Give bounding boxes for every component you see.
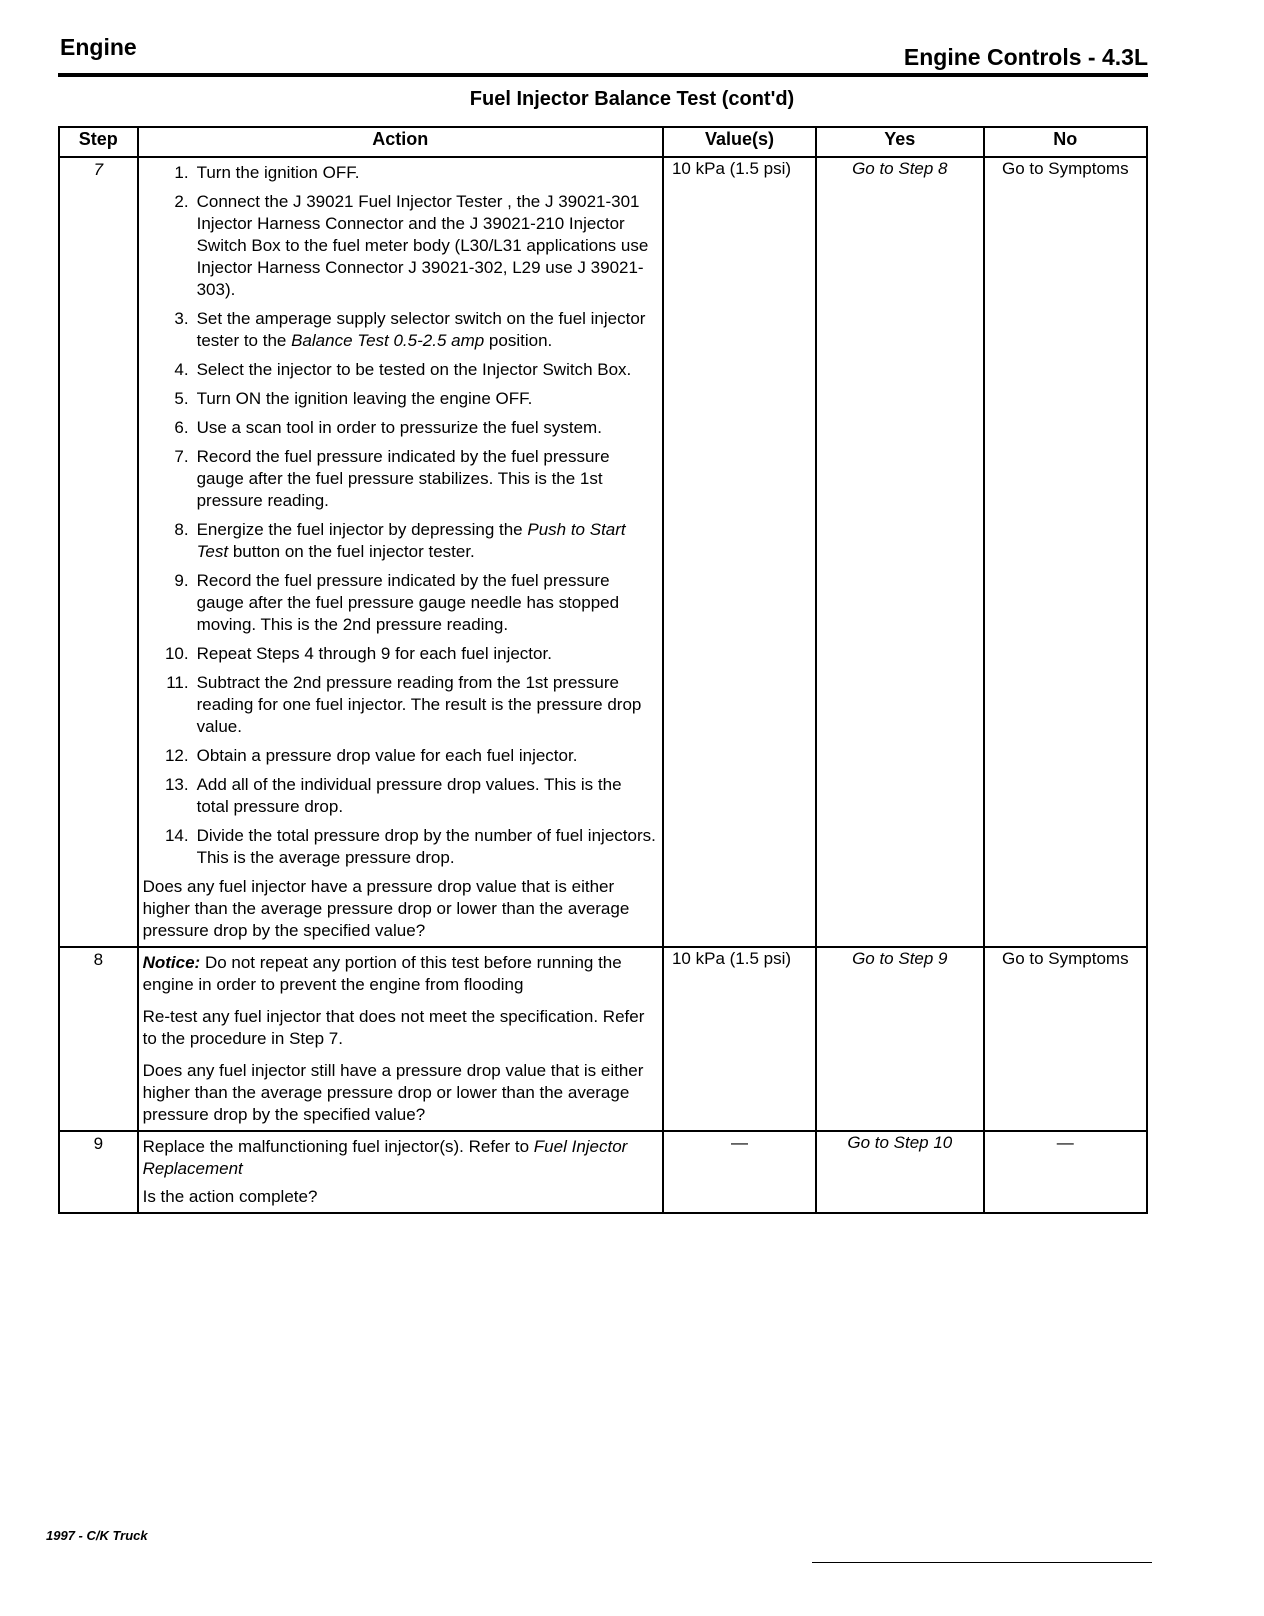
yes-result: Go to Step 9 bbox=[816, 947, 984, 1131]
list-item-segment: Record the fuel pressure indicated by the fuel pressure gauge after the fuel pressure gauge needle has stopped moving. This is the 2nd pressure reading. bbox=[196, 571, 620, 634]
list-item-text bbox=[197, 417, 656, 439]
replace-text: Replace the malfunctioning fuel injector(s). Refer to bbox=[142, 1137, 534, 1156]
header-rule bbox=[58, 73, 1148, 77]
list-item-number: 6. bbox=[174, 418, 189, 437]
list-item bbox=[143, 308, 656, 352]
diagnostic-table bbox=[58, 126, 1148, 1214]
header-values: Value(s) bbox=[663, 127, 816, 157]
list-item bbox=[143, 745, 656, 767]
list-item-number: 8. bbox=[174, 520, 189, 539]
header-section-engine: Engine bbox=[60, 34, 137, 60]
notice-text: Do not repeat any portion of this test before running the engine in order to prevent the engine from flooding bbox=[142, 953, 622, 994]
list-item bbox=[143, 643, 656, 665]
step-number: 9 bbox=[59, 1131, 138, 1213]
list-item-segment: Add all of the individual pressure drop values. This is the total pressure drop. bbox=[196, 775, 622, 816]
list-item-segment: Divide the total pressure drop by the number of fuel injectors. This is the average pressure drop. bbox=[196, 826, 656, 867]
list-item-text bbox=[197, 519, 656, 563]
list-item-reference: Balance Test 0.5-2.5 amp bbox=[291, 331, 485, 350]
list-item-number: 2. bbox=[174, 192, 189, 211]
list-item-segment: Set the amperage supply selector switch on the fuel injector tester to the bbox=[196, 309, 646, 350]
list-item-text bbox=[197, 191, 656, 301]
list-item bbox=[143, 672, 656, 738]
step-action bbox=[138, 1131, 663, 1213]
no-result: Go to Symptoms bbox=[984, 157, 1147, 947]
step-value: 10 kPa (1.5 psi) bbox=[663, 947, 816, 1131]
list-item-reference: Push to Start Test bbox=[196, 520, 626, 561]
list-item-number: 3. bbox=[174, 309, 189, 328]
header-step: Step bbox=[59, 127, 138, 157]
list-item-segment: position. bbox=[484, 331, 553, 350]
replace-instruction bbox=[143, 1136, 656, 1180]
list-item-text bbox=[197, 825, 656, 869]
list-item-text bbox=[197, 308, 656, 352]
list-item bbox=[143, 388, 656, 410]
list-item-text bbox=[197, 446, 656, 512]
list-item-number: 9. bbox=[174, 571, 189, 590]
list-item-number: 4. bbox=[174, 360, 189, 379]
list-item-number: 11. bbox=[166, 673, 189, 692]
list-item bbox=[143, 162, 656, 184]
list-item-text bbox=[197, 672, 656, 738]
footer-model: 1997 - C/K Truck bbox=[46, 1528, 148, 1543]
step-number: 7 bbox=[59, 157, 138, 947]
header-no: No bbox=[984, 127, 1147, 157]
list-item bbox=[143, 417, 656, 439]
list-item-text bbox=[197, 570, 656, 636]
list-item bbox=[143, 570, 656, 636]
header-yes: Yes bbox=[816, 127, 984, 157]
list-item-segment: button on the fuel injector tester. bbox=[228, 542, 475, 561]
list-item-text bbox=[197, 774, 656, 818]
footer-rule bbox=[812, 1562, 1152, 1563]
list-item-number: 1. bbox=[174, 163, 189, 182]
step-number: 8 bbox=[59, 947, 138, 1131]
no-result: — bbox=[984, 1131, 1147, 1213]
list-item bbox=[143, 825, 656, 869]
action-list bbox=[143, 162, 656, 869]
table-row-step-8 bbox=[59, 947, 1147, 1131]
list-item-segment: Use a scan tool in order to pressurize the fuel system. bbox=[196, 418, 602, 437]
list-item bbox=[143, 774, 656, 818]
step-action bbox=[138, 157, 663, 947]
list-item-segment: Select the injector to be tested on the Injector Switch Box. bbox=[196, 360, 632, 379]
list-item-segment: Turn the ignition OFF. bbox=[196, 163, 360, 182]
list-item bbox=[143, 446, 656, 512]
table-row-step-7 bbox=[59, 157, 1147, 947]
yes-result: Go to Step 10 bbox=[816, 1131, 984, 1213]
notice bbox=[143, 952, 656, 996]
list-item-segment: Obtain a pressure drop value for each fuel injector. bbox=[196, 746, 578, 765]
list-item-number: 14. bbox=[164, 826, 189, 845]
step-value: — bbox=[663, 1131, 816, 1213]
table-row-step-9 bbox=[59, 1131, 1147, 1213]
list-item-number: 13. bbox=[164, 775, 189, 794]
list-item-text bbox=[197, 359, 656, 381]
list-item bbox=[143, 359, 656, 381]
list-item-segment: Record the fuel pressure indicated by the fuel pressure gauge after the fuel pressure stabilizes. This is the 1st pressure reading. bbox=[196, 447, 610, 510]
header-section-title: Engine Controls - 4.3L bbox=[903, 44, 1148, 70]
list-item-segment: Repeat Steps 4 through 9 for each fuel injector. bbox=[196, 644, 552, 663]
step-question: Does any fuel injector still have a pressure drop value that is either higher than the average pressure drop or lower than the average pressure drop by the specified value? bbox=[142, 1061, 644, 1124]
notice-label: Notice: bbox=[142, 953, 201, 972]
list-item-number: 7. bbox=[174, 447, 189, 466]
list-item-text bbox=[197, 745, 656, 767]
table-header-row bbox=[59, 127, 1147, 157]
no-result: Go to Symptoms bbox=[984, 947, 1147, 1131]
header-action: Action bbox=[138, 127, 663, 157]
list-item-text bbox=[197, 643, 656, 665]
list-item-number: 10. bbox=[164, 644, 189, 663]
list-item-text bbox=[197, 162, 656, 184]
replace-reference: Fuel Injector Replacement bbox=[142, 1137, 628, 1178]
list-item-segment: Turn ON the ignition leaving the engine OFF. bbox=[196, 389, 533, 408]
list-item-segment: Subtract the 2nd pressure reading from the 1st pressure reading for one fuel injector. The result is the pressure drop value. bbox=[196, 673, 642, 736]
retest-instruction: Re-test any fuel injector that does not meet the specification. Refer to the procedure in Step 7. bbox=[142, 1007, 645, 1048]
list-item-segment: Connect the J 39021 Fuel Injector Tester , the J 39021-301 Injector Harness Connector and the J 39021-210 Injector Switch Box to the fuel meter body (L30/L31 applications use Injector Harness Connector J 39021-302, L29 use J 39021-303). bbox=[196, 192, 649, 299]
list-item-number: 12. bbox=[164, 746, 189, 765]
step-action bbox=[138, 947, 663, 1131]
list-item bbox=[143, 191, 656, 301]
list-item-text bbox=[197, 388, 656, 410]
page-title: Fuel Injector Balance Test (cont'd) bbox=[469, 88, 795, 110]
list-item-segment: Energize the fuel injector by depressing the bbox=[196, 520, 528, 539]
list-item bbox=[143, 519, 656, 563]
step-question: Does any fuel injector have a pressure drop value that is either higher than the average pressure drop or lower than the average pressure drop by the specified value? bbox=[142, 877, 630, 940]
step-value: 10 kPa (1.5 psi) bbox=[663, 157, 816, 947]
step-question: Is the action complete? bbox=[142, 1187, 318, 1206]
yes-result: Go to Step 8 bbox=[816, 157, 984, 947]
list-item-number: 5. bbox=[174, 389, 189, 408]
